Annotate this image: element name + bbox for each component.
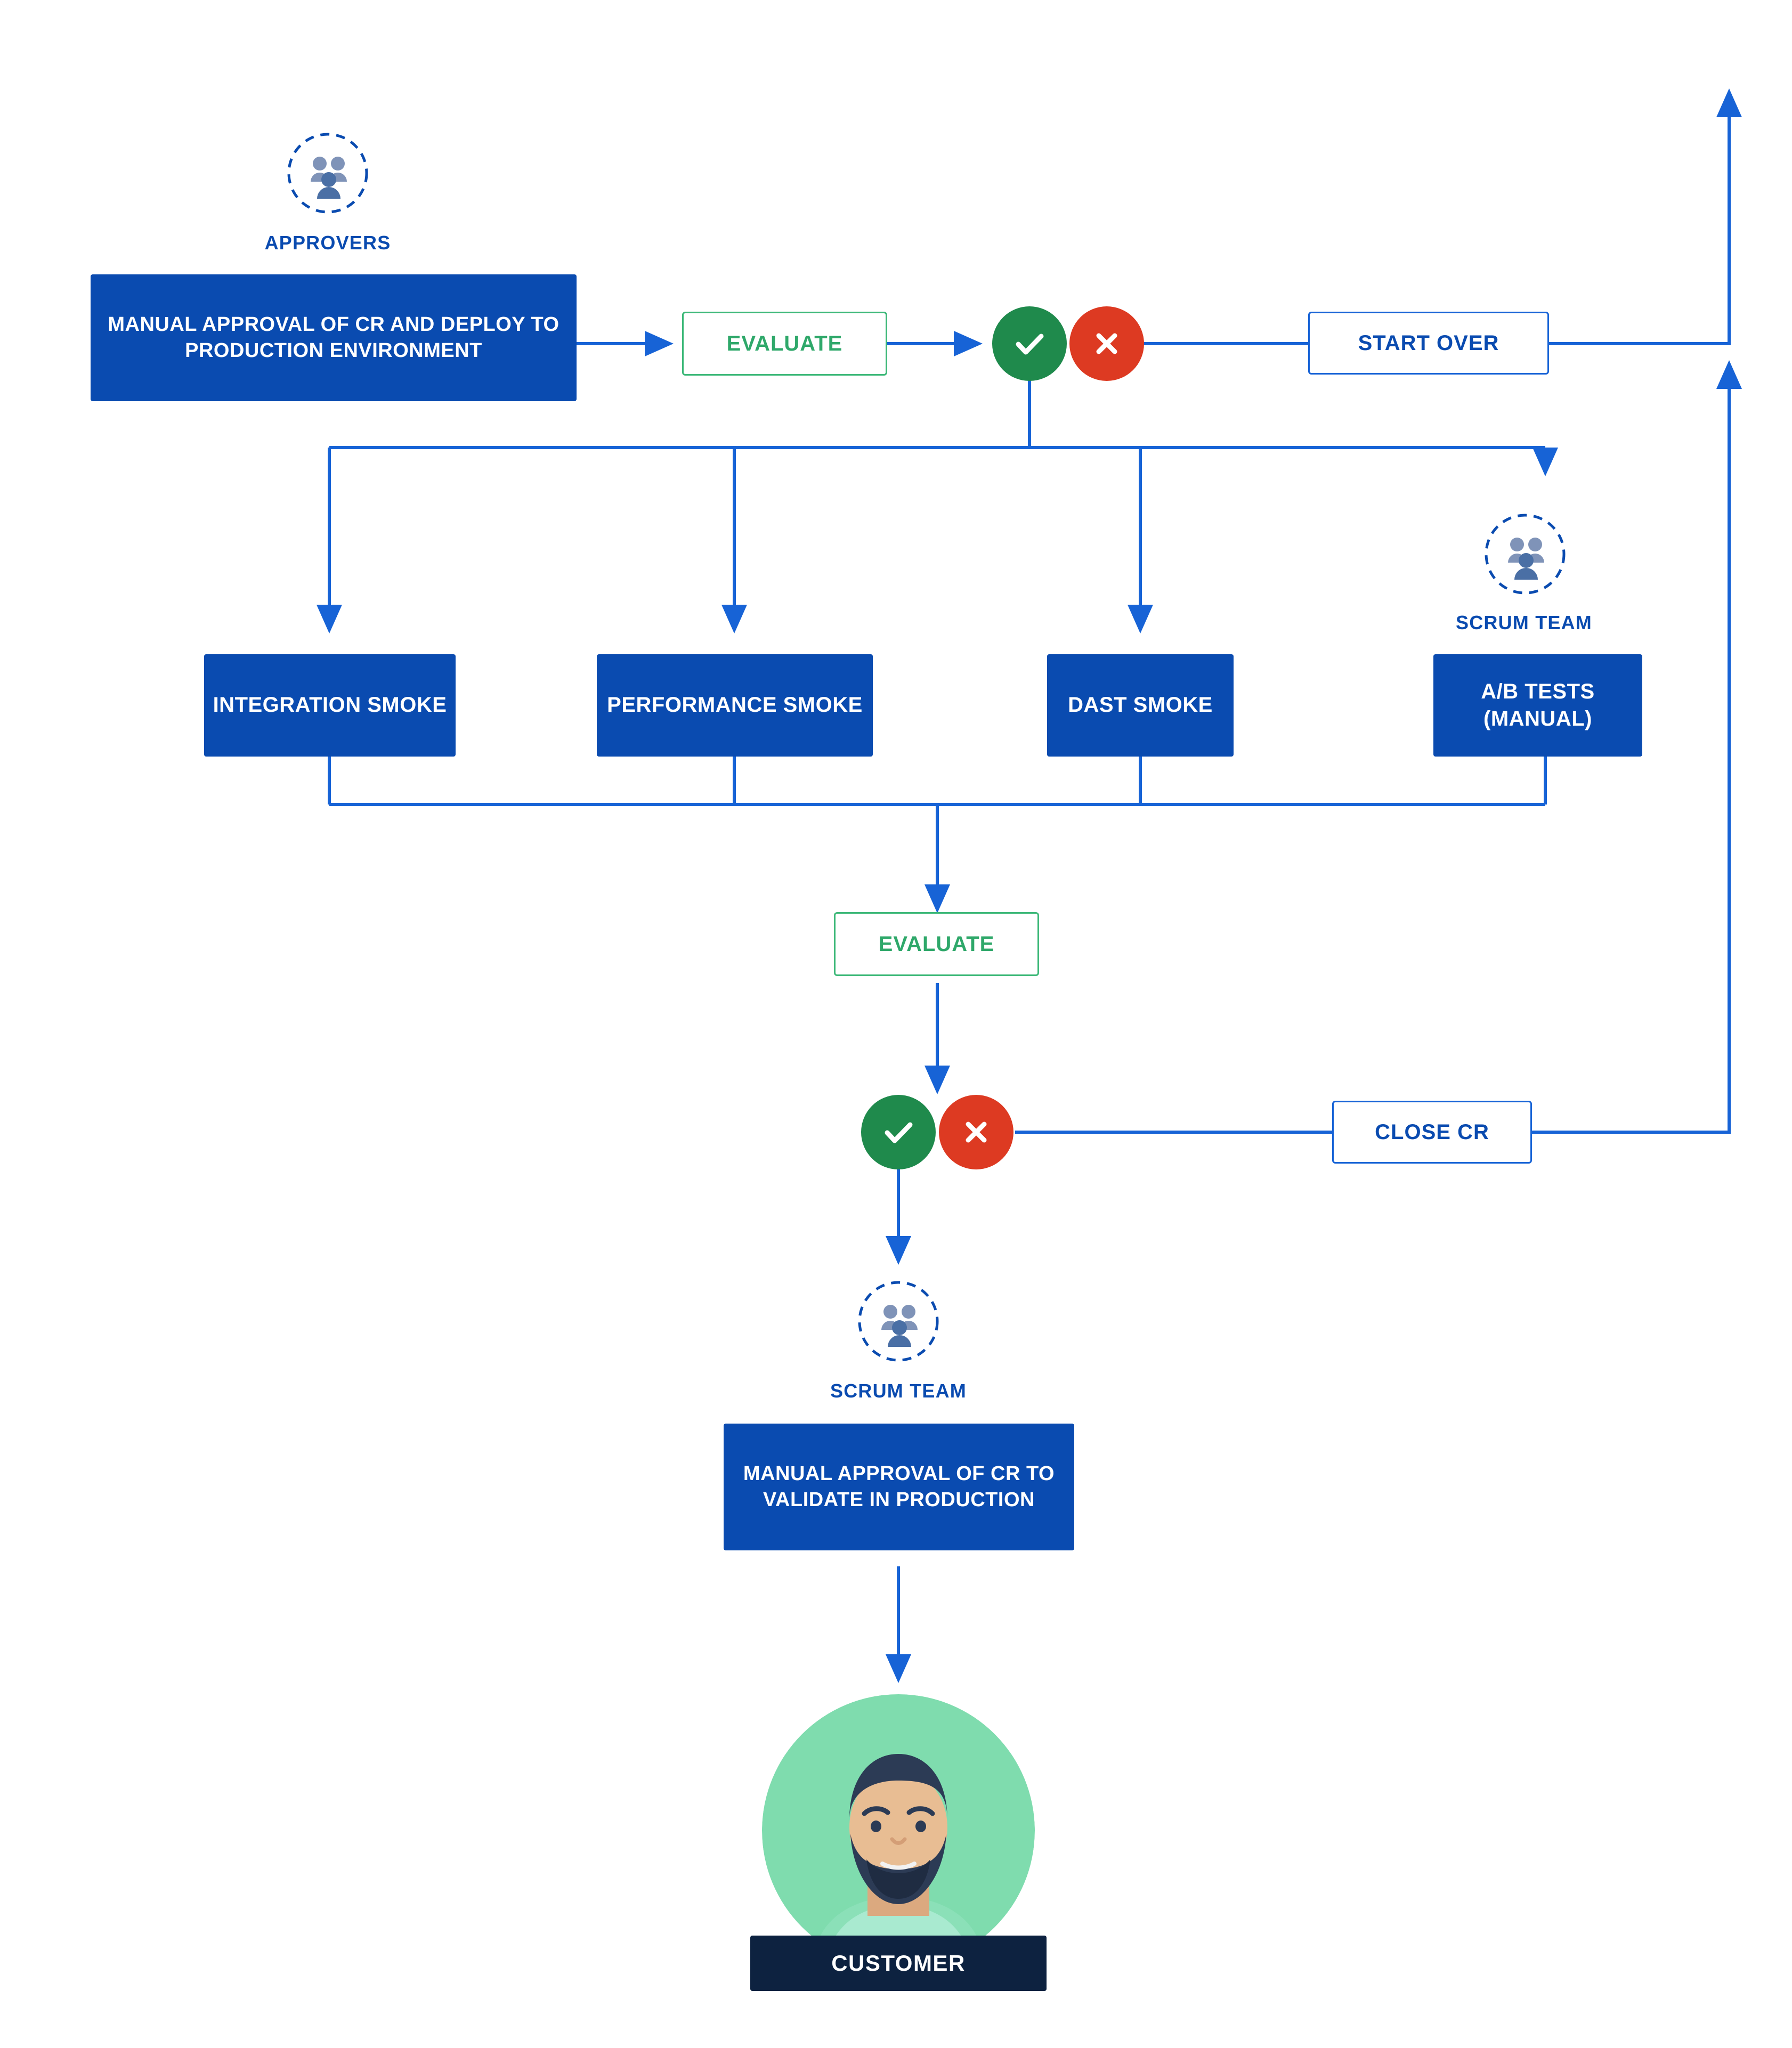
check-icon — [1009, 323, 1050, 364]
node-label: A/B TESTS (MANUAL) — [1481, 679, 1595, 730]
customer-label: CUSTOMER — [750, 1936, 1047, 1991]
status-pass-bottom[interactable] — [861, 1095, 936, 1169]
node-dast-smoke[interactable] — [1047, 654, 1234, 757]
node-label: MANUAL APPROVAL OF CR TO VALIDATE IN PRODUCTION — [743, 1462, 1055, 1511]
node-start-over[interactable] — [1308, 312, 1549, 375]
node-ab-tests[interactable] — [1433, 654, 1642, 757]
node-evaluate-bottom[interactable] — [834, 912, 1039, 976]
node-label: MANUAL APPROVAL OF CR AND DEPLOY TO PRODUCTION ENVIRONMENT — [108, 313, 560, 362]
scrum-team-bottom-avatar-icon — [856, 1279, 941, 1367]
node-manual-approval-validate[interactable] — [724, 1424, 1074, 1550]
node-label: DAST SMOKE — [1068, 693, 1213, 717]
node-label: EVALUATE — [726, 331, 843, 355]
role-label-scrum-team-bottom: SCRUM TEAM — [830, 1380, 967, 1402]
node-label: CLOSE CR — [1375, 1120, 1489, 1144]
node-integration-smoke[interactable] — [204, 654, 456, 757]
node-evaluate-top[interactable] — [682, 312, 887, 376]
node-close-cr[interactable] — [1332, 1101, 1532, 1164]
check-icon — [878, 1112, 919, 1152]
node-label: PERFORMANCE SMOKE — [607, 693, 863, 717]
cross-icon — [1086, 323, 1127, 364]
node-label: INTEGRATION SMOKE — [213, 693, 447, 717]
node-label: EVALUATE — [878, 932, 995, 956]
customer-avatar — [762, 1694, 1035, 1970]
status-fail-bottom[interactable] — [939, 1095, 1013, 1169]
role-label-scrum-team-top: SCRUM TEAM — [1456, 612, 1592, 633]
role-label-approvers: APPROVERS — [264, 232, 391, 254]
approvers-avatar-icon — [285, 131, 370, 218]
status-pass-top[interactable] — [992, 306, 1067, 381]
node-performance-smoke[interactable] — [597, 654, 873, 757]
node-manual-approval-deploy[interactable] — [91, 274, 577, 401]
node-label: START OVER — [1358, 331, 1499, 355]
scrum-team-top-avatar-icon — [1482, 511, 1568, 599]
cross-icon — [956, 1112, 996, 1152]
status-fail-top[interactable] — [1069, 306, 1144, 381]
